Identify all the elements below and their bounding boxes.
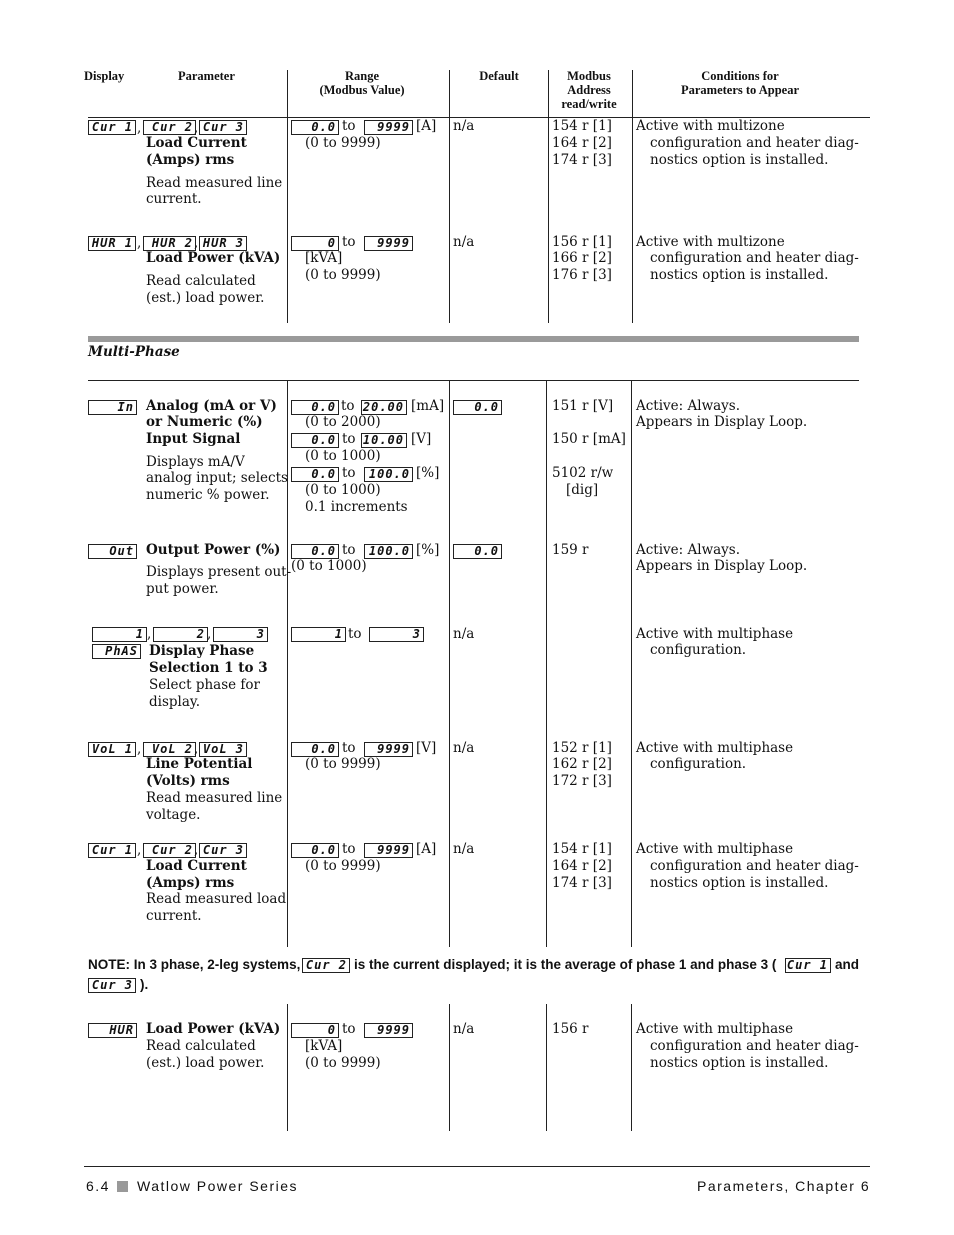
display-code-cur1: Cur 1 bbox=[88, 843, 136, 858]
parameter-desc: voltage. bbox=[146, 807, 201, 823]
parameter-desc: Read calculated bbox=[146, 1038, 256, 1054]
divider bbox=[287, 70, 288, 323]
range-unit: [V] bbox=[416, 740, 437, 756]
display-code-cur2: Cur 2 bbox=[143, 120, 196, 135]
parameter-name: (Amps) rms bbox=[146, 152, 235, 168]
header-default: Default bbox=[479, 69, 519, 83]
header-conditions-2: Parameters to Appear bbox=[680, 83, 800, 97]
display-code-cur3: Cur 3 bbox=[88, 978, 136, 993]
range-to: 9999 bbox=[364, 843, 413, 858]
range-from: 0.0 bbox=[291, 544, 339, 559]
header-range-sub: (Modbus Value) bbox=[319, 83, 405, 97]
condition: Active: Always. bbox=[636, 398, 741, 414]
parameter-name: Load Current bbox=[146, 135, 247, 151]
range-unit: [%] bbox=[416, 465, 440, 481]
range-from: 1 bbox=[291, 627, 346, 642]
parameter-name: (Volts) rms bbox=[146, 773, 230, 789]
parameter-desc: Displays mA/V bbox=[146, 454, 245, 470]
modbus-address: 154 r [1] bbox=[552, 118, 612, 134]
condition: nostics option is installed. bbox=[650, 152, 829, 168]
note-text: NOTE: In 3 phase, 2-leg systems, bbox=[88, 957, 301, 972]
default-value: 0.0 bbox=[453, 400, 502, 415]
page-number: 6.4 bbox=[86, 1178, 110, 1194]
condition: nostics option is installed. bbox=[650, 875, 829, 891]
series-name: Watlow Power Series bbox=[137, 1178, 299, 1194]
display-code-vol2: VoL 2 bbox=[143, 742, 196, 757]
parameter-name: Load Power (kVA) bbox=[146, 1021, 281, 1037]
condition: configuration and heater diag- bbox=[650, 1038, 859, 1054]
condition: Active with multizone bbox=[636, 118, 785, 134]
display-code-cur3: Cur 3 bbox=[199, 120, 247, 135]
parameter-desc: display. bbox=[149, 694, 201, 710]
range-unit: [A] bbox=[416, 841, 437, 857]
modbus-address: 174 r [3] bbox=[552, 875, 612, 891]
range-unit: [%] bbox=[416, 542, 440, 558]
divider bbox=[88, 380, 859, 381]
modbus-address: 5102 r/w bbox=[552, 465, 614, 481]
modbus-address: 162 r [2] bbox=[552, 756, 612, 772]
range-to: 9999 bbox=[364, 236, 413, 251]
display-code-cur1: Cur 1 bbox=[88, 120, 136, 135]
parameter-name: Display Phase bbox=[149, 643, 255, 659]
parameter-name: Load Power (kVA) bbox=[146, 250, 281, 266]
note-text: and bbox=[835, 957, 860, 972]
condition: nostics option is installed. bbox=[650, 1055, 829, 1071]
display-code-phas: PhAS bbox=[92, 644, 141, 659]
range-to: 10.00 bbox=[361, 433, 407, 448]
display-code-hur3: HUR 3 bbox=[199, 236, 247, 251]
square-bullet-icon bbox=[117, 1181, 128, 1192]
display-code-cur2: Cur 2 bbox=[302, 958, 350, 973]
condition: Active with multiphase bbox=[636, 841, 794, 857]
chapter-title: Parameters, Chapter 6 bbox=[697, 1178, 871, 1194]
divider bbox=[449, 1004, 450, 1131]
range-unit: [A] bbox=[416, 118, 437, 134]
parameter-name: Load Current bbox=[146, 858, 247, 874]
condition: configuration. bbox=[650, 756, 747, 772]
modbus-address: 164 r [2] bbox=[552, 135, 612, 151]
range-modbus: (0 to 9999) bbox=[305, 756, 381, 772]
range-from: 0 bbox=[291, 236, 339, 251]
modbus-address: 159 r bbox=[552, 542, 589, 558]
parameter-name: Input Signal bbox=[146, 431, 241, 447]
range-modbus: (0 to 9999) bbox=[305, 135, 381, 151]
display-code-phase3: 3 bbox=[213, 627, 268, 642]
display-code-phase2: 2 bbox=[153, 627, 208, 642]
range-to: 100.0 bbox=[364, 544, 413, 559]
condition: nostics option is installed. bbox=[650, 267, 829, 283]
parameter-desc: Read measured line bbox=[146, 175, 283, 191]
display-code-in: In bbox=[88, 400, 137, 415]
section-title: Multi-Phase bbox=[88, 344, 180, 360]
parameter-name: Analog (mA or V) bbox=[146, 398, 277, 414]
range-from: 0 bbox=[291, 1023, 339, 1038]
header-conditions-1: Conditions for bbox=[701, 69, 779, 83]
parameter-desc: analog input; selects bbox=[146, 470, 288, 486]
display-code-vol1: VoL 1 bbox=[88, 742, 136, 757]
modbus-address: 151 r [V] bbox=[552, 398, 614, 414]
default-value: n/a bbox=[453, 1021, 475, 1037]
default-value: n/a bbox=[453, 118, 475, 134]
parameter-desc: Displays present out- bbox=[146, 564, 292, 580]
range-unit: [kVA] bbox=[305, 1038, 343, 1054]
divider bbox=[631, 1004, 632, 1131]
modbus-address: 164 r [2] bbox=[552, 858, 612, 874]
range-modbus: (0 to 1000) bbox=[305, 482, 381, 498]
range-modbus: (0 to 2000) bbox=[305, 414, 381, 430]
default-value: n/a bbox=[453, 626, 475, 642]
divider bbox=[548, 70, 549, 323]
range-from: 0.0 bbox=[291, 400, 339, 415]
condition: Active with multizone bbox=[636, 234, 785, 250]
parameter-desc: current. bbox=[146, 908, 202, 924]
parameter-desc: put power. bbox=[146, 581, 219, 597]
modbus-address: 150 r [mA] bbox=[552, 431, 626, 447]
parameter-desc: current. bbox=[146, 191, 202, 207]
condition: Appears in Display Loop. bbox=[636, 558, 808, 574]
header-modbus-2: Address bbox=[567, 83, 611, 97]
default-value: n/a bbox=[453, 234, 475, 250]
parameter-name: or Numeric (%) bbox=[146, 414, 263, 430]
range-unit: [mA] bbox=[411, 398, 445, 414]
range-unit: [kVA] bbox=[305, 250, 343, 266]
display-code-vol3: VoL 3 bbox=[199, 742, 247, 757]
range-modbus: (0 to 9999) bbox=[305, 858, 381, 874]
display-code-cur1: Cur 1 bbox=[785, 958, 831, 973]
display-code-hur2: HUR 2 bbox=[143, 236, 196, 251]
modbus-address: 174 r [3] bbox=[552, 152, 612, 168]
condition: configuration and heater diag- bbox=[650, 250, 859, 266]
parameter-desc: Read measured line bbox=[146, 790, 283, 806]
display-code-hur1: HUR 1 bbox=[88, 236, 136, 251]
range-from: 0.0 bbox=[291, 742, 339, 757]
parameter-desc: numeric % power. bbox=[146, 487, 270, 503]
modbus-address: 156 r [1] bbox=[552, 234, 612, 250]
default-value: 0.0 bbox=[453, 544, 502, 559]
range-to: 100.0 bbox=[364, 467, 413, 482]
divider bbox=[546, 380, 547, 947]
range-to: 9999 bbox=[364, 742, 413, 757]
parameter-desc: Read measured load bbox=[146, 891, 287, 907]
modbus-address: 166 r [2] bbox=[552, 250, 612, 266]
header-range: Range bbox=[344, 69, 380, 83]
default-value: n/a bbox=[453, 740, 475, 756]
parameter-desc: Select phase for bbox=[149, 677, 260, 693]
range-to: 9999 bbox=[364, 1023, 413, 1038]
condition: configuration and heater diag- bbox=[650, 135, 859, 151]
parameter-name: Selection 1 to 3 bbox=[149, 660, 268, 676]
divider bbox=[449, 70, 450, 323]
condition: Active with multiphase bbox=[636, 740, 794, 756]
divider bbox=[631, 380, 632, 947]
parameter-name: Output Power (%) bbox=[146, 542, 281, 558]
range-modbus: (0 to 9999) bbox=[305, 267, 381, 283]
condition: Appears in Display Loop. bbox=[636, 414, 808, 430]
display-code-cur3: Cur 3 bbox=[199, 843, 247, 858]
range-modbus: (0 to 1000) bbox=[305, 448, 381, 464]
condition: configuration. bbox=[650, 642, 747, 658]
divider bbox=[449, 380, 450, 947]
modbus-address: [dig] bbox=[566, 482, 599, 498]
divider bbox=[546, 1004, 547, 1131]
range-modbus: (0 to 9999) bbox=[305, 1055, 381, 1071]
footer-rule bbox=[84, 1166, 870, 1167]
condition: configuration and heater diag- bbox=[650, 858, 859, 874]
display-code-phase1: 1 bbox=[92, 627, 147, 642]
divider bbox=[287, 1004, 288, 1131]
header-parameter: Parameter bbox=[178, 69, 235, 83]
condition: Active: Always. bbox=[636, 542, 741, 558]
display-code-out: Out bbox=[88, 544, 137, 559]
parameter-name: Line Potential bbox=[146, 756, 253, 772]
range-from: 0.0 bbox=[291, 433, 339, 448]
parameter-desc: (est.) load power. bbox=[146, 1055, 265, 1071]
range-to: 3 bbox=[369, 627, 424, 642]
note-text: ). bbox=[140, 977, 149, 992]
range-from: 0.0 bbox=[291, 467, 339, 482]
note-text: is the current displayed; it is the average of phase 1 and phase 3 ( bbox=[354, 957, 777, 972]
range-to: 9999 bbox=[364, 120, 413, 135]
range-unit: [V] bbox=[411, 431, 432, 447]
default-value: n/a bbox=[453, 841, 475, 857]
modbus-address: 156 r bbox=[552, 1021, 589, 1037]
header-modbus-1: Modbus bbox=[567, 69, 611, 83]
section-bar bbox=[88, 336, 859, 342]
condition: Active with multiphase bbox=[636, 1021, 794, 1037]
range-modbus: (0 to 1000) bbox=[291, 558, 367, 574]
range-from: 0.0 bbox=[291, 843, 339, 858]
modbus-address: 172 r [3] bbox=[552, 773, 612, 789]
header-display: Display bbox=[84, 69, 125, 83]
parameter-desc: (est.) load power. bbox=[146, 290, 265, 306]
modbus-address: 154 r [1] bbox=[552, 841, 612, 857]
divider bbox=[632, 70, 633, 323]
divider bbox=[287, 380, 288, 947]
header-modbus-3: read/write bbox=[561, 97, 617, 111]
display-code-cur2: Cur 2 bbox=[143, 843, 196, 858]
range-increments: 0.1 increments bbox=[305, 499, 408, 515]
range-from: 0.0 bbox=[291, 120, 339, 135]
range-to: 20.00 bbox=[361, 400, 407, 415]
parameter-desc: Read calculated bbox=[146, 273, 256, 289]
parameter-name: (Amps) rms bbox=[146, 875, 235, 891]
modbus-address: 152 r [1] bbox=[552, 740, 612, 756]
modbus-address: 176 r [3] bbox=[552, 267, 612, 283]
condition: Active with multiphase bbox=[636, 626, 794, 642]
display-code-hur: HUR bbox=[88, 1023, 137, 1038]
